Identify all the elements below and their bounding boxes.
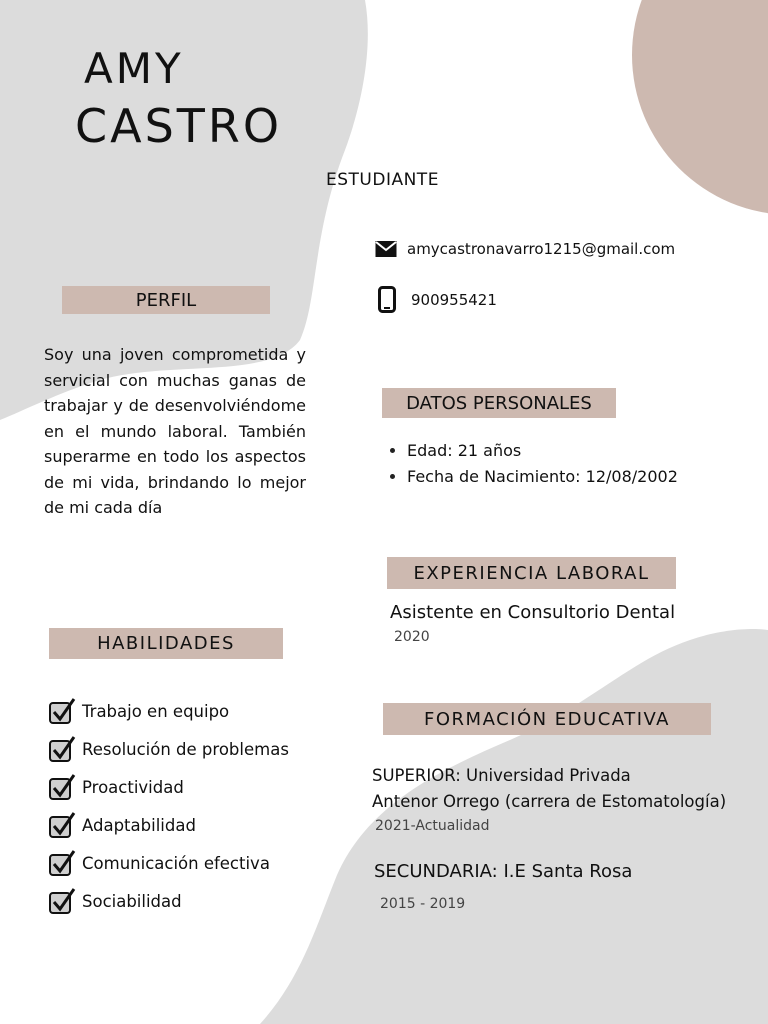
education-secondary: SECUNDARIA: I.E Santa Rosa — [374, 861, 633, 882]
list-item — [48, 806, 289, 844]
skills-list — [48, 692, 289, 920]
skill-label: Proactividad — [82, 777, 184, 797]
email-row — [375, 240, 675, 258]
last-name: CASTRO — [75, 99, 283, 153]
job-year: 2020 — [394, 629, 430, 645]
bullet-icon — [390, 448, 395, 453]
skills-heading: HABILIDADES — [49, 628, 283, 659]
list-item — [382, 437, 678, 463]
list-item — [382, 463, 678, 489]
checkbox-checked-icon — [48, 811, 76, 839]
profile-text: Soy una joven comprometida y servicial con muchas ganas de trabajar y de desenvolviéndome en el mundo laboral. También superarme en todo los aspectos de mi vida, brindando lo mejor de mi cada día — [44, 345, 306, 517]
list-item — [48, 692, 289, 730]
education-heading: FORMACIÓN EDUCATIVA — [383, 703, 711, 735]
top-right-beige-circle — [632, 0, 768, 215]
personal-data-heading: DATOS PERSONALES — [382, 388, 616, 418]
experience-heading: EXPERIENCIA LABORAL — [387, 557, 676, 589]
list-item — [48, 730, 289, 768]
education-superior-years: 2021-Actualidad — [375, 818, 490, 834]
bullet-icon — [390, 474, 395, 479]
checkbox-checked-icon — [48, 735, 76, 763]
personal-item: Fecha de Nacimiento: 12/08/2002 — [407, 466, 678, 486]
job-title: Asistente en Consultorio Dental — [390, 602, 676, 623]
education-secondary-years: 2015 - 2019 — [380, 896, 466, 912]
list-item — [48, 768, 289, 806]
bottom-right-gray-blob — [260, 629, 768, 1024]
personal-item: Edad: 21 años — [407, 440, 522, 460]
profile-heading: PERFIL — [62, 286, 270, 314]
list-item — [48, 844, 289, 882]
checkbox-checked-icon — [48, 773, 76, 801]
personal-data-list — [382, 437, 678, 489]
first-name: AMY — [84, 44, 184, 93]
checkbox-checked-icon — [48, 849, 76, 877]
education-superior-line1: SUPERIOR: Universidad Privada — [372, 766, 631, 785]
skill-label: Resolución de problemas — [82, 739, 289, 759]
education-superior-line2: Antenor Orrego (carrera de Estomatología) — [372, 792, 727, 811]
checkbox-checked-icon — [48, 887, 76, 915]
phone-text[interactable]: 900955421 — [411, 290, 497, 309]
email-text[interactable]: amycastronavarro1215@gmail.com — [407, 240, 676, 258]
skill-label: Comunicación efectiva — [82, 853, 270, 873]
occupation: ESTUDIANTE — [326, 170, 439, 190]
skill-label: Sociabilidad — [82, 891, 182, 911]
checkbox-checked-icon — [48, 697, 76, 725]
list-item — [48, 882, 289, 920]
mobile-phone-icon — [378, 286, 396, 313]
skill-label: Adaptabilidad — [82, 815, 196, 835]
skill-label: Trabajo en equipo — [82, 701, 230, 721]
phone-row — [378, 286, 497, 313]
envelope-icon — [375, 240, 397, 258]
